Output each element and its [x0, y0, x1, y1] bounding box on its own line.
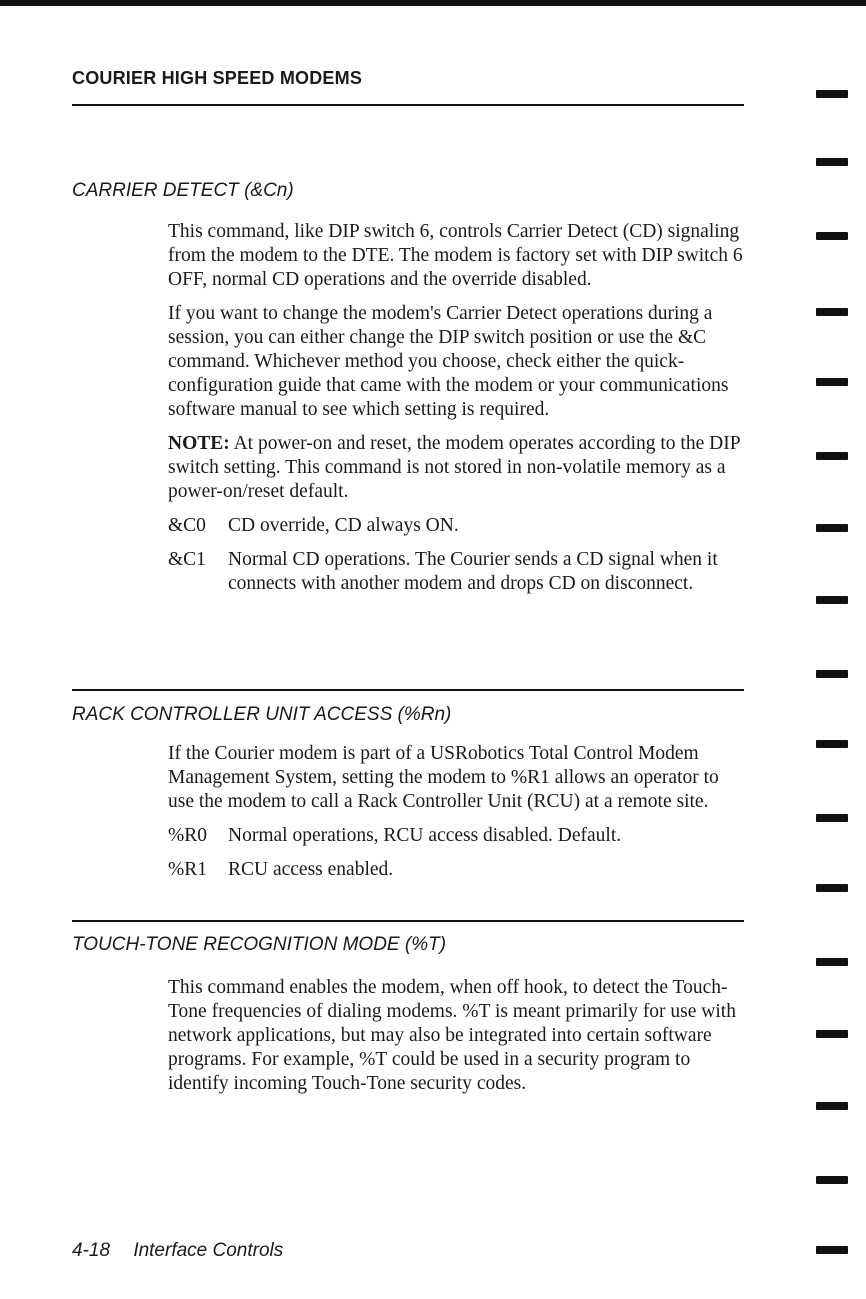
edge-marks [816, 0, 850, 1299]
edge-mark [816, 90, 848, 98]
edge-mark [816, 308, 848, 316]
page-header-title: COURIER HIGH SPEED MODEMS [72, 68, 363, 88]
edge-mark [816, 814, 848, 822]
edge-mark [816, 1102, 848, 1110]
header-divider [72, 104, 744, 106]
note-label: NOTE: [168, 433, 230, 454]
paragraph: If the Courier modem is part of a USRobotics Total Control Modem Management System, setting the modem to %R1 allows an operator to use the modem to call a Rack Controller Unit (RCU) at a remote site. [168, 743, 719, 812]
chapter-name: Interface Controls [133, 1240, 284, 1261]
paragraph: This command, like DIP switch 6, controls Carrier Detect (CD) signaling from the modem to the DTE. The modem is factory set with DIP switch 6 OFF, normal CD operations and the override disabled. [168, 221, 743, 290]
page-footer [72, 1240, 283, 1262]
note-paragraph [168, 432, 748, 504]
section-body-carrier-detect [168, 220, 748, 606]
note-text: At power-on and reset, the modem operates according to the DIP switch setting. This command is not stored in non-volatile memory as a power-on/reset default. [168, 433, 740, 502]
command-description: Normal CD operations. The Courier sends a CD signal when it connects with another modem and drops CD on disconnect. [228, 549, 718, 594]
command-code: %R0 [168, 825, 207, 846]
section-title-touch-tone: TOUCH-TONE RECOGNITION MODE (%T) [72, 934, 447, 955]
edge-mark [816, 740, 848, 748]
paragraph: This command enables the modem, when off hook, to detect the Touch-Tone frequencies of dialing modems. %T is meant primarily for use with network applications, but may also be integrated into certain software programs. For example, %T could be used in a security program to identify incoming Touch-Tone security codes. [168, 977, 736, 1094]
edge-mark [816, 1176, 848, 1184]
edge-mark [816, 596, 848, 604]
command-code: &C0 [168, 515, 206, 536]
command-code: &C1 [168, 549, 206, 570]
command-description: RCU access enabled. [228, 859, 394, 880]
edge-mark [816, 1030, 848, 1038]
section-body-rack-controller [168, 742, 748, 892]
edge-mark [816, 670, 848, 678]
command-description: Normal operations, RCU access disabled. Default. [228, 825, 622, 846]
paragraph: If you want to change the modem's Carrier Detect operations during a session, you can either change the DIP switch position or use the &C command. Whichever method you choose, check either the quick-configuration guide that came with the modem or your communications software manual to see which setting is required. [168, 303, 729, 420]
command-code: %R1 [168, 859, 207, 880]
edge-mark [816, 1246, 848, 1254]
edge-mark [816, 232, 848, 240]
command-row [168, 548, 748, 596]
section-title-rack-controller: RACK CONTROLLER UNIT ACCESS (%Rn) [72, 704, 452, 725]
edge-mark [816, 158, 848, 166]
section-divider [72, 689, 744, 691]
page-number: 4-18 [72, 1240, 111, 1261]
section-divider [72, 920, 744, 922]
edge-mark [816, 884, 848, 892]
edge-mark [816, 378, 848, 386]
command-row [168, 514, 748, 538]
command-row [168, 858, 748, 882]
command-description: CD override, CD always ON. [228, 515, 459, 536]
section-title-carrier-detect: CARRIER DETECT (&Cn) [72, 180, 294, 201]
section-body-touch-tone [168, 976, 748, 1106]
top-border-rule [0, 0, 866, 6]
edge-mark [816, 524, 848, 532]
command-row [168, 824, 748, 848]
edge-mark [816, 958, 848, 966]
edge-mark [816, 452, 848, 460]
